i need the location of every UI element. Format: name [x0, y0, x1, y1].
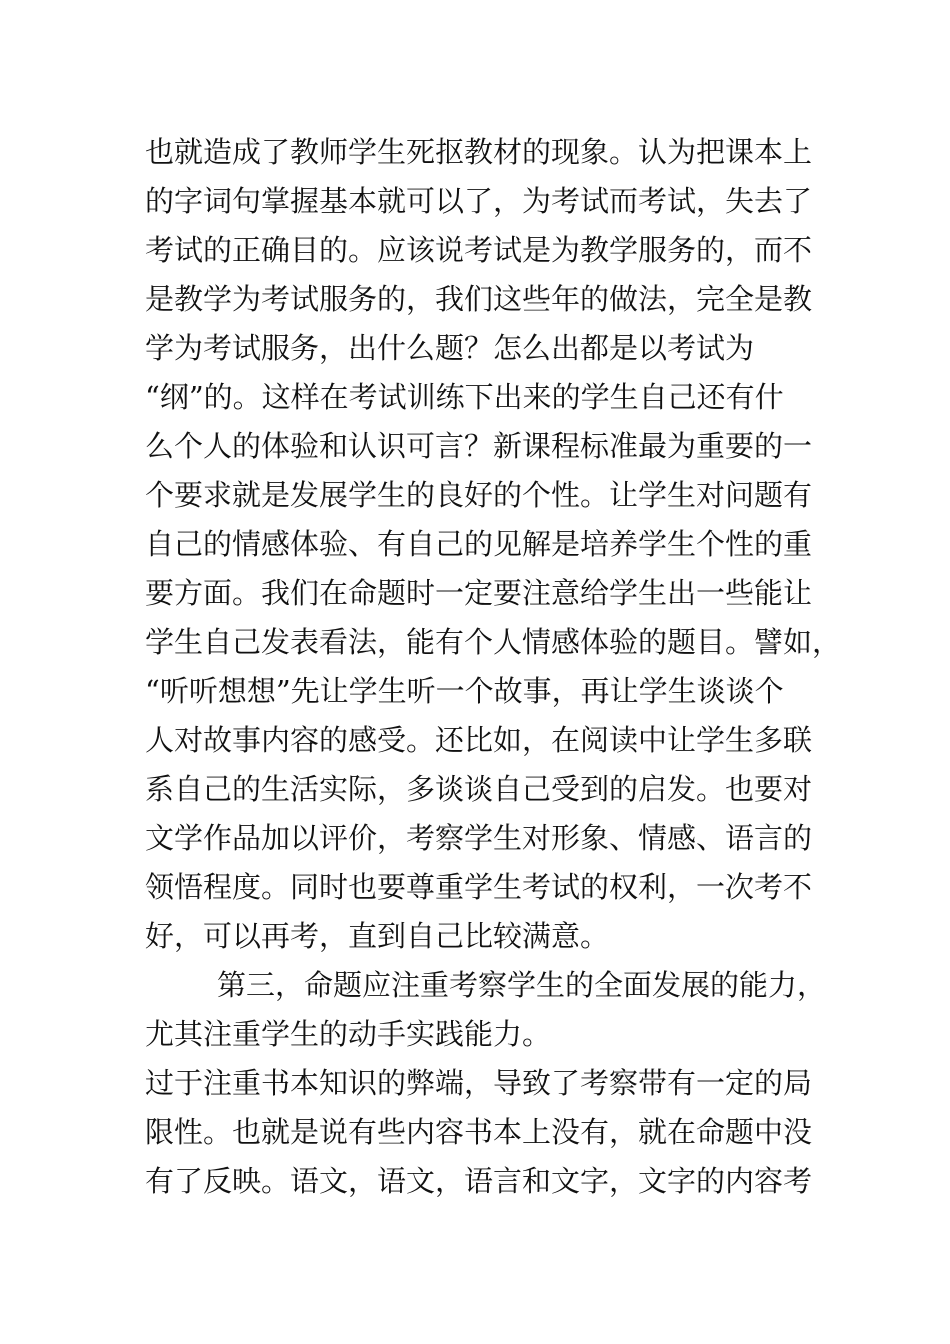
section-heading-line: 尤其注重学生的动手实践能力。: [145, 1017, 552, 1051]
text-line: 考试的正确目的。应该说考试是为教学服务的，而不: [145, 233, 813, 267]
text-line: 人对故事内容的感受。还比如，在阅读中让学生多联: [145, 723, 813, 757]
text-line: 要方面。我们在命题时一定要注意给学生出一些能让: [145, 576, 813, 610]
text-line: 也就造成了教师学生死抠教材的现象。认为把课本上: [145, 135, 813, 169]
text-line: 系自己的生活实际，多谈谈自己受到的启发。也要对: [145, 772, 813, 806]
text-line: 是教学为考试服务的，我们这些年的做法，完全是教: [145, 282, 813, 316]
text-line: 个要求就是发展学生的良好的个性。让学生对问题有: [145, 478, 813, 512]
text-line: 有了反映。语文，语文，语言和文字，文字的内容考: [145, 1164, 813, 1198]
body-text: [145, 128, 842, 1206]
text-line: 学生自己发表看法，能有个人情感体验的题目。譬如，: [145, 625, 842, 659]
text-line: “听听想想”先让学生听一个故事，再让学生谈谈个: [145, 674, 784, 708]
text-line: 限性。也就是说有些内容书本上没有，就在命题中没: [145, 1115, 813, 1149]
text-line: 过于注重书本知识的弊端，导致了考察带有一定的局: [145, 1066, 813, 1100]
text-line: 学为考试服务，出什么题？怎么出都是以考试为: [145, 331, 755, 365]
text-line: 自己的情感体验、有自己的见解是培养学生个性的重: [145, 527, 813, 561]
text-line: “纲”的。这样在考试训练下出来的学生自己还有什: [145, 380, 784, 414]
text-line: 的字词句掌握基本就可以了，为考试而考试，失去了: [145, 184, 813, 218]
section-heading-line: 第三，命题应注重考察学生的全面发展的能力，: [217, 968, 827, 1002]
text-line: 好，可以再考，直到自己比较满意。: [145, 919, 610, 953]
text-line: 么个人的体验和认识可言？新课程标准最为重要的一: [145, 429, 813, 463]
text-line: 文学作品加以评价，考察学生对形象、情感、语言的: [145, 821, 813, 855]
text-line: 领悟程度。同时也要尊重学生考试的权利，一次考不: [145, 870, 813, 904]
